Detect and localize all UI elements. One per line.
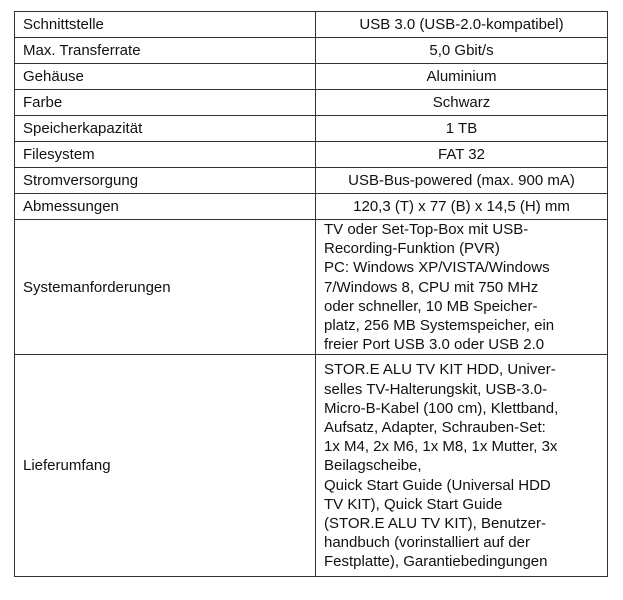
row-value: 5,0 Gbit/s — [316, 38, 608, 64]
row-value: TV oder Set-Top-Box mit USB- Recording-Funktion (PVR) PC: Windows XP/VISTA/Windows 7/Windows 8, CPU mit 750 MHz oder schneller, 10 MB Speicher- platz, 256 MB Systemspeicher, ein freier Port USB 3.0 oder USB 2.0 — [316, 220, 608, 355]
table-row — [15, 116, 608, 142]
row-label: Speicherkapazität — [15, 116, 316, 142]
table-row — [15, 38, 608, 64]
row-label: Farbe — [15, 90, 316, 116]
table-row — [15, 142, 608, 168]
table-row — [15, 168, 608, 194]
row-label: Systemanforderungen — [15, 220, 316, 355]
row-label: Schnittstelle — [15, 12, 316, 38]
spec-table — [14, 11, 608, 577]
row-label: Stromversorgung — [15, 168, 316, 194]
table-row — [15, 355, 608, 577]
table-row — [15, 220, 608, 355]
row-value: USB-Bus-powered (max. 900 mA) — [316, 168, 608, 194]
table-row — [15, 194, 608, 220]
row-value: Schwarz — [316, 90, 608, 116]
row-value: 1 TB — [316, 116, 608, 142]
row-label: Abmessungen — [15, 194, 316, 220]
table-row — [15, 64, 608, 90]
row-value: FAT 32 — [316, 142, 608, 168]
row-label: Gehäuse — [15, 64, 316, 90]
table-row — [15, 90, 608, 116]
row-value: Aluminium — [316, 64, 608, 90]
table-row — [15, 12, 608, 38]
row-label: Filesystem — [15, 142, 316, 168]
row-label: Lieferumfang — [15, 355, 316, 577]
row-value: USB 3.0 (USB-2.0-kompatibel) — [316, 12, 608, 38]
row-value: 120,3 (T) x 77 (B) x 14,5 (H) mm — [316, 194, 608, 220]
row-value: STOR.E ALU TV KIT HDD, Univer- selles TV-Halterungskit, USB-3.0- Micro-B-Kabel (100 cm), Klettband, Aufsatz, Adapter, Schrauben-Set: 1x M4, 2x M6, 1x M8, 1x Mutter, 3x Beilagscheibe, Quick Start Guide (Universal HDD TV KIT), Quick Start Guide (STOR.E ALU TV KIT), Benutzer- handbuch (vorinstalliert auf der Festplatte), Garantiebedingungen — [316, 355, 608, 577]
row-label: Max. Transferrate — [15, 38, 316, 64]
